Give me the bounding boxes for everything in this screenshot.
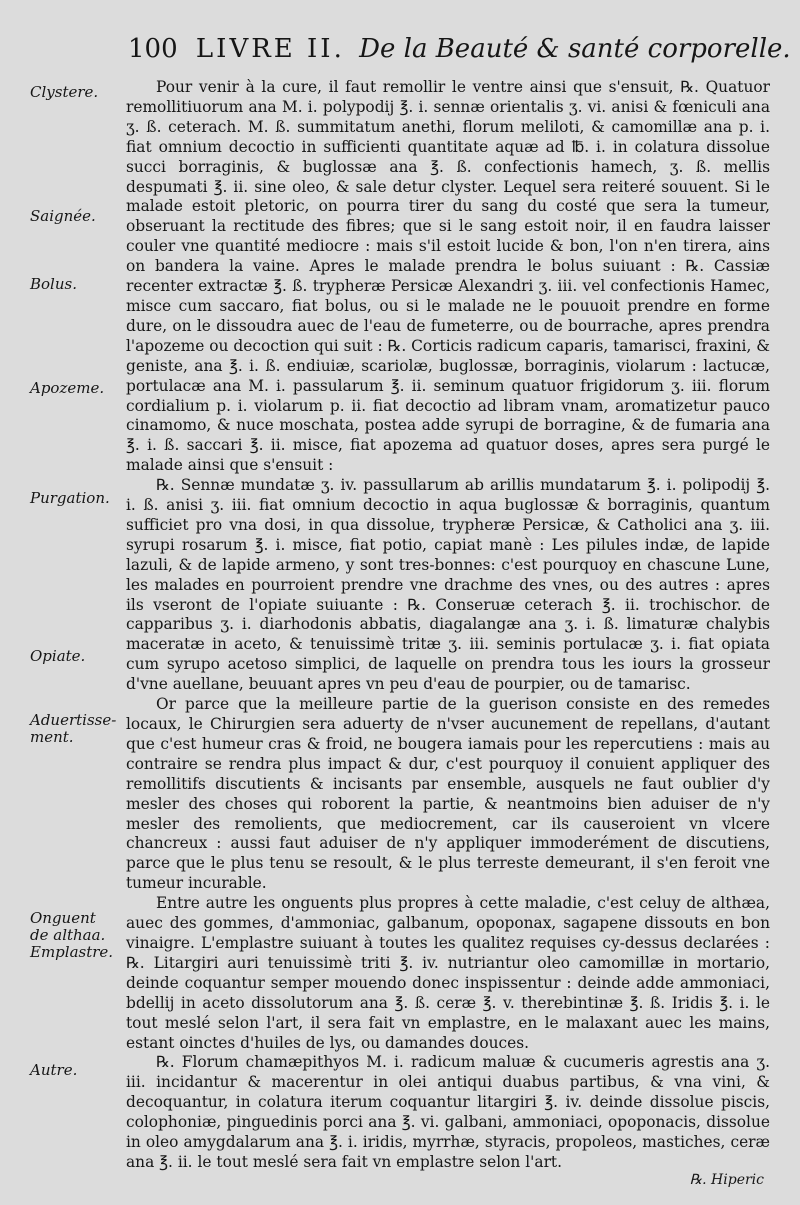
- header-subtitle: De la Beauté & santé corporelle.: [359, 34, 791, 64]
- margin-note-opiate: Opiate.: [30, 647, 86, 665]
- margin-note-purgation: Purgation.: [30, 489, 110, 507]
- paragraph-cure: Pour venir à la cure, il faut remollir le ventre ainsi que s'ensuit, ℞. Quatuor remollitiuorum ana M. i. polypodij ℥. i. sennæ orientalis ʒ. vi. anisi & fœniculi ana ʒ. ß. ceterach. M. ß. summitatum anethi, florum meliloti, & camomillæ ana p. i. fiat omnium decoctio in sufficienti quantitate aquæ ad ℔. i. in colatura dissolue succi borraginis, & buglossæ ana ℥. ß. confectionis hamech, ʒ. ß. mellis despumati ℥. ii. sine oleo, & sale detur clyster. Lequel sera reiteré souuent. Si le malade estoit pletoric, on pourra tirer du sang du costé que sera la tumeur, obseruant la rectitude des fibres; que si le sang estoit noir, il en faudra laisser couler vne quantité mediocre : mais s'il estoit lucide & bon, l'on n'en tirera, ains on bandera la vaine. Apres le malade prendra le bolus suiuant : ℞. Cassiæ recenter extractæ ℥. ß. trypheræ Persicæ Alexandri ʒ. iii. vel confectionis Hamec, misce cum saccaro, fiat bolus, ou si le malade ne le pouuoit prendre en forme dure, on le dissoudra auec de l'eau de fumeterre, ou de bourrache, apres prendra l'apozeme ou decoction qui suit : ℞. Corticis radicum caparis, tamarisci, fraxini, & geniste, ana ℥. i. ß. endiuiæ, scariolæ, buglossæ, borraginis, violarum : lactucæ, portulacæ ana M. i. passularum ℥. ii. seminum quatuor frigidorum ʒ. iii. florum cordialium p. i. violarum p. ii. fiat decoctio ad libram vnam, aromatizetur pauco cinamomo, & nuce moschata, postea adde syrupi de borragine, & de fumaria ana ℥. i. ß. saccari ℥. ii. misce, fiat apozema ad quatuor doses, apres sera purgé le malade ainsi que s'ensuit :: [126, 78, 770, 475]
- catchword: ℞. Hiperic: [689, 1172, 764, 1188]
- margin-note-onguent: Onguent de althaa. Emplastre.: [30, 909, 114, 961]
- main-text: [126, 78, 770, 1173]
- page-number: 100: [128, 34, 178, 64]
- paragraph-purgation: ℞. Sennæ mundatæ ʒ. iv. passullarum ab arillis mundatarum ℥. i. polipodij ℥. i. ß. anisi ʒ. iii. fiat omnium decoctio in aqua buglossæ & borraginis, quantum sufficiet pro vna dosi, in qua dissolue, trypheræ Persicæ, & Catholici ana ʒ. iii. syrupi rosarum ℥. i. misce, fiat potio, capiat manè : Les pilules indæ, de lapide lazuli, & de lapide armeno, y sont tres-bonnes: c'est pourquoy en chascune Lune, les malades en pourroient prendre vne drachme des vnes, ou des autres : apres ils vseront de l'opiate suiuante : ℞. Conseruæ ceterach ℥. ii. trochischor. de capparibus ʒ. i. diarhodonis abbatis, diagalangæ ana ʒ. i. ß. limaturæ chalybis maceratæ in aceto, & tenuissimè tritæ ʒ. iii. seminis portulacæ ʒ. i. fiat opiata cum syrupo acetoso simplici, de laquelle on prendra tous les iours la grosseur d'vne auellane, beuuant apres vn peu d'eau de pourpier, ou de tamarisc.: [126, 476, 770, 694]
- margin-note-saignee: Saignée.: [30, 207, 96, 225]
- margin-note-aduertissement: Aduertisse-ment.: [30, 711, 117, 746]
- running-header: [128, 34, 791, 64]
- margin-note-bolus: Bolus.: [30, 275, 77, 293]
- paragraph-autre: ℞. Florum chamæpithyos M. i. radicum maluæ & cucumeris agrestis ana ʒ. iii. incidantur & macerentur in olei antiqui duabus partibus, & vna vini, & decoquantur, in colatura iterum coquantur litargiri ℥. iv. deinde dissolue piscis, colophoniæ, pinguedinis porci ana ℥. vi. galbani, ammoniaci, opoponacis, dissolue in oleo amygdalarum ana ℥. i. iridis, myrrhæ, styracis, propoleos, mastiches, ceræ ana ℥. ii. le tout meslé sera fait vn emplastre selon l'art.: [126, 1053, 770, 1171]
- paragraph-aduertissement: Or parce que la meilleure partie de la guerison consiste en des remedes locaux, le Chirurgien sera aduerty de n'vser aucunement de repellans, d'autant que c'est humeur cras & froid, ne bougera iamais pour les repercutiens : mais au contraire se rendra plus impact & dur, c'est pourquoy il conuient appliquer des remollitifs discutients & incisants par ensemble, ausquels ne faut oublier d'y mesler des choses qui roborent la partie, & neantmoins bien aduiser de n'y mesler des remolients, que mediocrement, car ils causeroient vn vlcere chancreux : aussi faut aduiser de n'y appliquer immoderément de discutiens, parce que le plus tenu se resoult, & le plus terreste demeurant, il s'en feroit vne tumeur incurable.: [126, 695, 770, 893]
- margin-note-apozeme: Apozeme.: [30, 379, 105, 397]
- book-title: LIVRE II.: [195, 34, 345, 64]
- margin-note-autre: Autre.: [30, 1061, 78, 1079]
- margin-note-clystere: Clystere.: [30, 83, 99, 101]
- paragraph-onguent: Entre autre les onguents plus propres à cette maladie, c'est celuy de althæa, auec des gommes, d'ammoniac, galbanum, opoponax, sagapene dissouts en bon vinaigre. L'emplastre suiuant à toutes les qualitez requises cy-dessus declarées : ℞. Litargiri auri tenuissimè triti ℥. iv. nutriantur oleo camomillæ in mortario, deinde coquantur semper mouendo donec inspissentur : deinde adde ammoniaci, bdellij in aceto dissolutorum ana ℥. ß. ceræ ℥. v. therebintinæ ℥. ß. Iridis ℥. i. le tout meslé selon l'art, il sera fait vn emplastre, en le malaxant auec les mains, estant oinctes d'huiles de lys, ou damandes douces.: [126, 894, 770, 1052]
